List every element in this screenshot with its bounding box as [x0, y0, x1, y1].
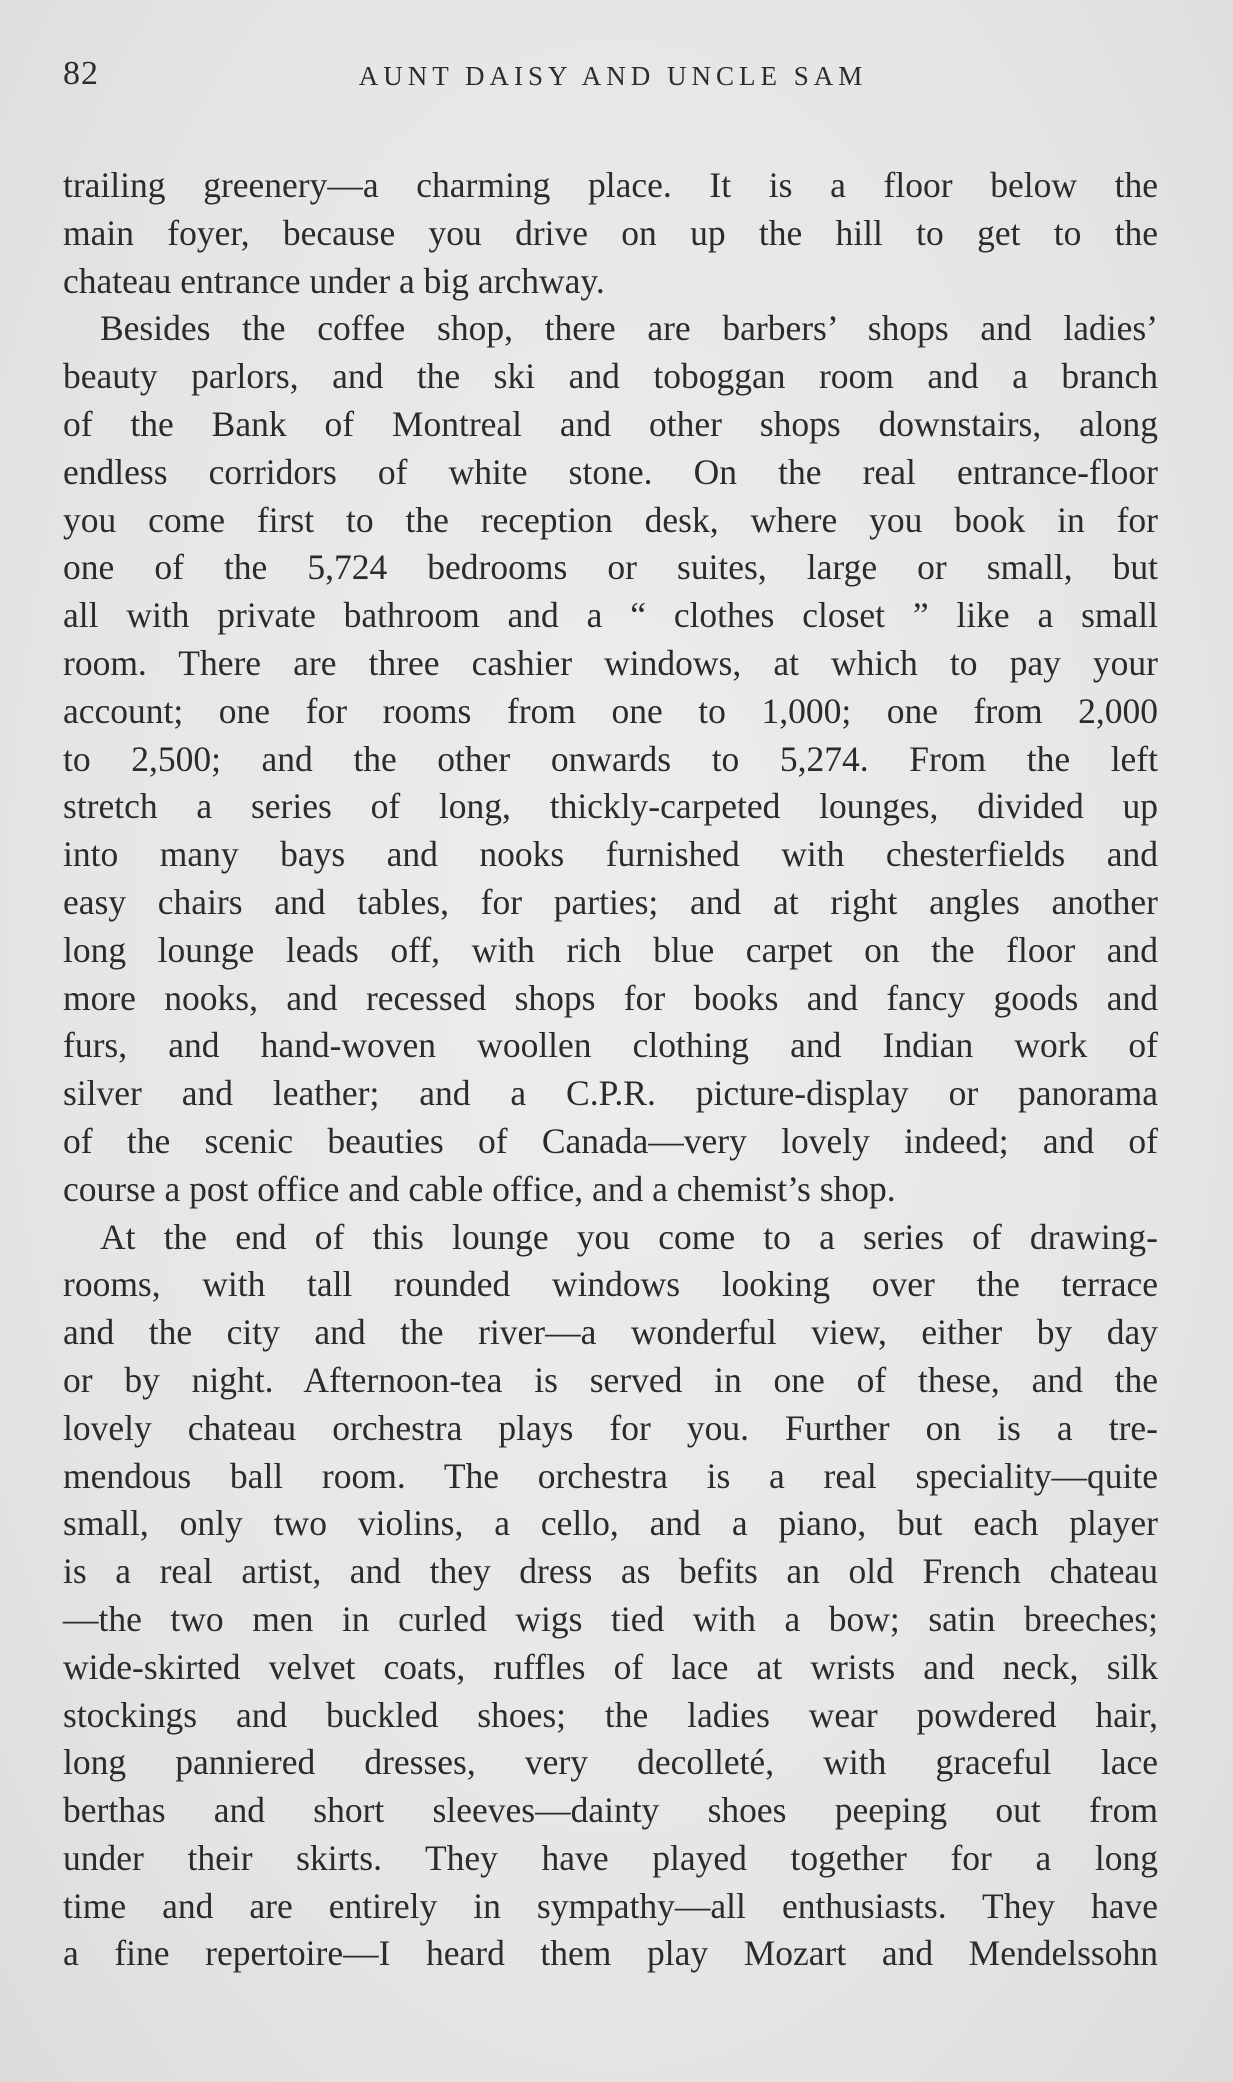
text-line: lovely chateau orchestra plays for you. Further on is a tre- [63, 1407, 1158, 1448]
text-line: of the Bank of Montreal and other shops downstairs, along [63, 403, 1158, 444]
text-line: is a real artist, and they dress as befits an old French chateau [63, 1551, 1158, 1592]
text-line: wide-skirted velvet coats, ruffles of lace at wrists and neck, silk [63, 1646, 1158, 1687]
text-line: course a post office and cable office, and a chemist’s shop. [63, 1168, 896, 1209]
paragraph [63, 1214, 1158, 1979]
text-line: Besides the coffee shop, there are barbers’ shops and ladies’ [100, 308, 1158, 349]
text-line: beauty parlors, and the ski and toboggan room and a branch [63, 356, 1158, 397]
paragraph [63, 162, 1158, 305]
text-line: berthas and short sleeves—dainty shoes peeping out from [63, 1790, 1158, 1831]
running-title: AUNT DAISY AND UNCLE SAM [358, 61, 868, 91]
text-line: silver and leather; and a C.P.R. picture-display or panorama [63, 1073, 1158, 1114]
text-line: long panniered dresses, very decolleté, with graceful lace [63, 1742, 1158, 1783]
text-line: time and are entirely in sympathy—all enthusiasts. They have [63, 1885, 1158, 1926]
text-line: small, only two violins, a cello, and a piano, but each player [63, 1503, 1158, 1544]
paragraph [63, 305, 1158, 1213]
page-number: 82 [63, 55, 99, 92]
text-line: stretch a series of long, thickly-carpeted lounges, divided up [63, 786, 1158, 827]
text-line: endless corridors of white stone. On the real entrance-floor [63, 451, 1158, 492]
text-line: account; one for rooms from one to 1,000; one from 2,000 [63, 690, 1158, 731]
text-line: to 2,500; and the other onwards to 5,274. From the left [63, 738, 1158, 779]
text-line: —the two men in curled wigs tied with a bow; satin breeches; [63, 1598, 1158, 1639]
text-line: room. There are three cashier windows, at which to pay your [63, 642, 1158, 683]
text-line: mendous ball room. The orchestra is a real speciality—quite [63, 1455, 1158, 1496]
text-line: easy chairs and tables, for parties; and at right angles another [63, 881, 1158, 922]
text-line: trailing greenery—a charming place. It is a floor below the [63, 165, 1158, 205]
text-line: long lounge leads off, with rich blue carpet on the floor and [63, 929, 1158, 970]
text-line: a fine repertoire—I heard them play Mozart and Mendelssohn [63, 1933, 1158, 1974]
text-line: of the scenic beauties of Canada—very lovely indeed; and of [63, 1120, 1158, 1161]
book-page [63, 50, 1163, 1978]
text-line: and the city and the river—a wonderful view, either by day [63, 1312, 1158, 1353]
text-line: or by night. Afternoon-tea is served in one of these, and the [63, 1359, 1158, 1400]
text-line: main foyer, because you drive on up the hill to get to the [63, 212, 1158, 253]
text-line: furs, and hand-woven woollen clothing and Indian work of [63, 1025, 1158, 1066]
text-line: more nooks, and recessed shops for books and fancy goods and [63, 977, 1158, 1018]
text-line: under their skirts. They have played together for a long [63, 1837, 1158, 1878]
text-line: all with private bathroom and a “ clothes closet ” like a small [63, 595, 1158, 636]
text-line: stockings and buckled shoes; the ladies wear powdered hair, [63, 1694, 1158, 1735]
text-line: chateau entrance under a big archway. [63, 260, 605, 301]
text-line: one of the 5,724 bedrooms or suites, large or small, but [63, 547, 1158, 588]
text-line: you come first to the reception desk, where you book in for [63, 499, 1158, 540]
text-line: At the end of this lounge you come to a series of drawing- [100, 1216, 1158, 1257]
text-line: into many bays and nooks furnished with chesterfields and [63, 834, 1158, 875]
running-head [63, 50, 1163, 98]
body-text [63, 162, 1158, 1978]
text-line: rooms, with tall rounded windows looking over the terrace [63, 1264, 1158, 1305]
